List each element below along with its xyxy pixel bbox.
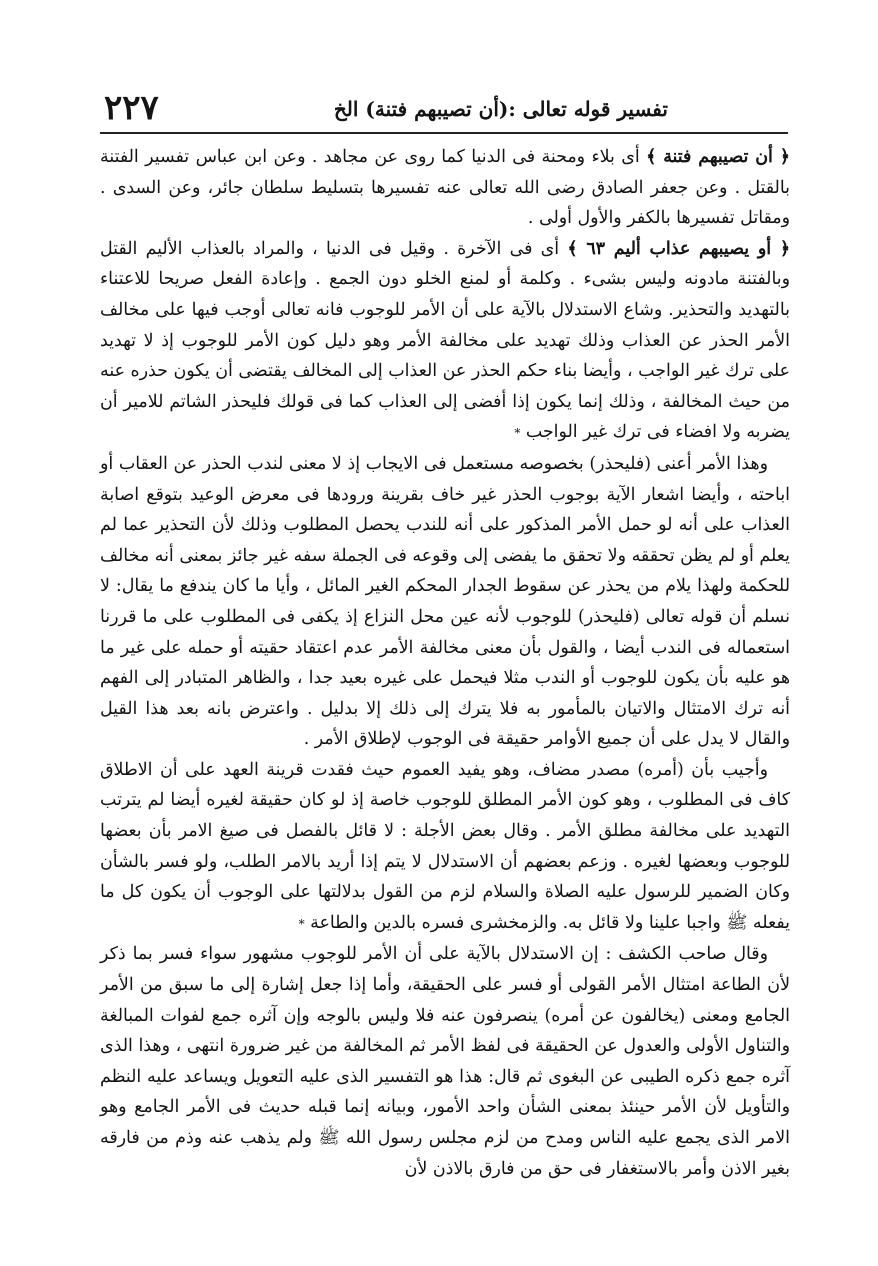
quran-verse: ﴿ أو يصيبهم عذاب أليم ٦٣ ﴾: [567, 238, 791, 259]
end-mark: *: [298, 916, 305, 931]
end-mark: *: [514, 426, 521, 441]
paragraph-text: أى فى الآخرة . وقيل فى الدنيا ، والمراد بالعذاب الأليم القتل وبالفتنة مادونه وليس بشىء . وكلمة أو لمنع الخلو دون الجمع . وإعادة الفعل صريحا للاعتناء بالتهديد والتحذير. وشاع الاستدلال بالآية على أن الأمر للوجوب فانه تعالى أوجب فيها على مخالف الأمر الحذر عن العذاب وذلك تهديد على مخالفة الأمر وهو دليل كون الأمر للوجوب إذ لا تهديد على ترك غير الواجب ، وأيضا بناء حكم الحذر عن العذاب إلى المخالف يقتضى أن يكون حذره عنه من حيث المخالفة ، وذلك إنما يكون إذا أفضى إلى العذاب كما فى قولك فليحذر الشاتم للامير أن يضربه ولا افضاء فى ترك غير الواجب: [100, 238, 790, 443]
page-number: ٢٢٧: [104, 88, 159, 128]
quran-verse: ﴿ أن تصيبهم فتنة ﴾: [646, 147, 790, 167]
paragraph: [100, 939, 790, 1184]
paragraph: [100, 142, 790, 234]
paragraph-text: أى بلاء ومحنة فى الدنيا كما روى عن مجاهد . وعن ابن عباس تفسير الفتنة بالقتل . وعن جعفر الصادق رضى الله تعالى عنه تفسيرها بتسليط سلطان جائر، وعن السدى . ومقاتل تفسيرها بالكفر والأول أولى .: [100, 147, 790, 229]
paragraph: [100, 449, 790, 755]
paragraph-text: وأجيب بأن (أمره) مصدر مضاف، وهو يفيد العموم حيث فقدت قرينة العهد على أن الاطلاق كاف فى المطلوب ، وهو كون الأمر المطلق للوجوب خاصة إذ لو كان حقيقة لغيره أيضا لم يترتب التهديد على مخالفة مطلق الأمر . وقال بعض الأجلة : لا قائل بالفصل فى صيغ الامر بأن بعضها للوجوب وبعضها لغيره . وزعم بعضهم أن الاستدلال لا يتم إذا أريد بالامر الطلب، ولو فسر بالشأن وكان الضمير للرسول عليه الصلاة والسلام لزم من القول بدلالتها على الوجوب أن يكون كل ما يفعله ﷺ واجبا علينا ولا قائل به. والزمخشرى فسره بالدين والطاعة: [100, 759, 790, 933]
page-header: [100, 88, 788, 134]
paragraph-text: وهذا الأمر أعنى (فليحذر) بخصوصه مستعمل فى الايجاب إذ لا معنى لندب الحذر عن العقاب أو اباحته ، وأيضا اشعار الآية بوجوب الحذر غير خاف بقرينة ورودها فى معرض الوعيد بتوقع اصابة العذاب على أنه لو حمل الأمر المذكور على أنه للندب يحصل المطلوب وذلك لأن التحذير عما لم يعلم أو لم يظن تحققه ولا تحقق ما يفضى إلى وقوعه فى الجملة سفه غير جائز بمعنى أنه مخالف للحكمة ولهذا يلام من يحذر عن سقوط الجدار المحكم الغير المائل ، وأيا ما كان يندفع ما يقال: لا نسلم أن قوله تعالى (فليحذر) للوجوب لأنه عين محل النزاع إذ يكفى فى المطلوب على ما قررنا استعماله فى الندب أيضا ، والقول بأن معنى مخالفة الأمر عدم اعتقاد حقيته أو حمله على غير ما هو عليه بأن يكون للوجوب أو الندب مثلا فيحمل على غيره بعيد جدا ، والظاهر المتبادر إلى الفهم أنه ترك الامتثال والاتيان بالمأمور به فلا يترك إلى ذلك إلا بدليل . واعترض بانه بعد هذا القيل والقال لا يدل على أن جميع الأوامر حقيقة فى الوجوب لإطلاق الأمر .: [100, 453, 790, 750]
paragraph: [100, 755, 790, 940]
running-title: تفسير قوله تعالى :(أن تصيبهم فتنة) الخ: [333, 97, 668, 121]
paragraph: [100, 234, 790, 449]
page-body: [100, 142, 790, 1206]
paragraph-text: وقال صاحب الكشف : إن الاستدلال بالآية على أن الأمر للوجوب مشهور سواء فسر بما ذكر لأن الطاعة امتثال الأمر القولى أو فسر على الحقيقة، وأما إذا جعل إشارة إلى ما سبق من الأمر الجامع ومعنى (يخالفون عن أمره) ينصرفون عنه فلا وليس بالوجه وإن آثره جمع لفوات المبالغة والتناول الأولى والعدول عن الحقيقة فى لفظ الأمر ثم المخالفة من غير ضرورة انتهى ، وهذا الذى آثره جمع ذكره الطيبى عن البغوى ثم قال: هذا هو التفسير الذى عليه التعويل ويساعد عليه النظم والتأويل لأن الأمر حينئذ بمعنى الشأن واحد الأمور، وبيانه إنما قبله حديث فى الأمر الجامع وهو الامر الذى يجمع عليه الناس ومدح من لزم مجلس رسول الله ﷺ ولم يذهب عنه وذم من فارقه بغير الاذن وأمر بالاستغفار فى حق من فارق بالاذن لأن: [100, 944, 790, 1179]
